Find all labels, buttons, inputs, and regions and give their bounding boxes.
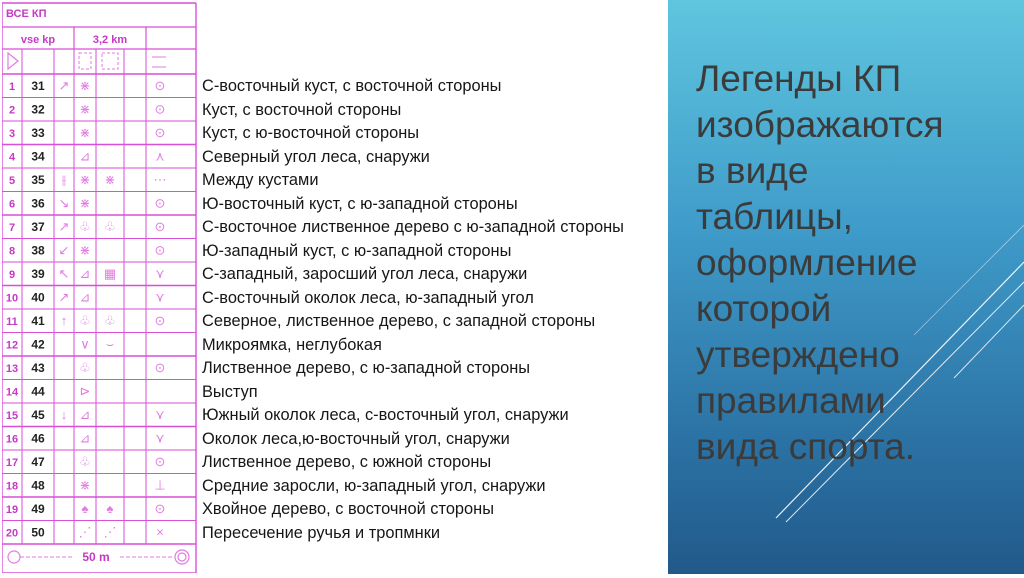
description-item: С-западный, заросший угол леса, снаружи — [202, 265, 528, 283]
control-symbol-icon: ⋇ — [79, 124, 91, 140]
description-item: С-восточный куст, с восточной стороны — [202, 77, 502, 95]
row-code: 36 — [31, 196, 45, 211]
control-symbol-icon: ♧ — [104, 312, 116, 328]
row-code: 34 — [31, 149, 45, 164]
row-code: 42 — [31, 337, 45, 352]
row-code: 33 — [31, 125, 45, 140]
control-symbol-icon: ↘ — [58, 195, 70, 211]
control-symbol-icon: ⊙ — [154, 453, 166, 469]
control-symbol-icon: ⊙ — [154, 312, 166, 328]
row-code: 41 — [31, 313, 45, 328]
control-symbol-icon: ↓ — [60, 406, 68, 422]
row-number: 20 — [5, 527, 19, 540]
control-description-table — [2, 1, 198, 578]
description-item: Куст, с ю-восточной стороны — [202, 124, 420, 142]
control-symbol-icon: ⋇ — [79, 477, 91, 493]
row-code: 46 — [31, 431, 45, 446]
control-symbol-icon: ⋰ — [78, 524, 92, 540]
control-symbol-icon: ▦ — [103, 265, 117, 281]
control-symbol-icon: ⊙ — [154, 218, 166, 234]
row-number: 11 — [6, 315, 18, 328]
start-triangle-icon — [8, 53, 18, 69]
description-item: С-восточный околок леса, ю-западный угол — [202, 288, 534, 307]
finish-circle-icon — [175, 550, 189, 564]
control-symbol-icon: ⋯ — [153, 171, 167, 187]
control-symbol-icon: ⋎ — [155, 265, 165, 281]
control-symbol-icon: × — [156, 524, 164, 540]
control-symbol-icon: ♠ — [81, 500, 89, 516]
description-item: Северный угол леса, снаружи — [202, 147, 430, 166]
control-symbol-icon: ⊙ — [154, 101, 166, 117]
row-number: 1 — [8, 80, 16, 93]
row-code: 32 — [31, 102, 45, 117]
row-number: 16 — [5, 433, 19, 446]
control-symbol-icon: ♧ — [79, 359, 91, 375]
control-symbol-icon: ⋎ — [155, 430, 165, 446]
control-symbol-icon: ⋎ — [155, 406, 165, 422]
description-item: Лиственное дерево, с ю-западной стороны — [202, 359, 531, 377]
description-item: Ю-восточный куст, с ю-западной стороны — [202, 194, 518, 213]
control-symbol-icon: ↑ — [60, 312, 68, 328]
description-item: Околок леса,ю-восточный угол, снаружи — [202, 429, 510, 448]
description-item: Пересечение ручья и тропмнки — [202, 523, 441, 542]
description-list — [202, 75, 624, 545]
description-item: Выступ — [202, 382, 258, 401]
control-symbol-icon: ⌣ — [105, 336, 115, 352]
dashed-box-icon — [102, 53, 118, 69]
row-code: 45 — [31, 407, 45, 422]
description-item: Средние заросли, ю-западный угол, снаружи — [202, 476, 546, 495]
row-number: 5 — [8, 174, 16, 187]
footer-distance: 50 m — [82, 550, 110, 564]
control-symbol-icon: ↙ — [58, 242, 70, 258]
row-code: 40 — [31, 290, 45, 305]
control-symbol-icon: ⋇ — [79, 242, 91, 258]
slide-text-panel — [668, 0, 1024, 574]
row-code: 50 — [31, 525, 45, 540]
row-number: 17 — [5, 456, 19, 469]
control-symbol-icon: ⋎ — [155, 289, 165, 305]
row-number: 3 — [8, 127, 16, 140]
row-number: 8 — [8, 245, 16, 258]
control-symbol-icon: ⊙ — [154, 124, 166, 140]
row-number: 4 — [8, 151, 16, 164]
description-item: Южный околок леса, с-восточный угол, снаружи — [202, 406, 569, 424]
control-symbol-icon: ♧ — [79, 218, 91, 234]
row-number: 2 — [8, 104, 16, 117]
control-symbol-icon: ↗ — [58, 77, 70, 93]
description-item: Ю-западный куст, с ю-западной стороны — [202, 241, 512, 260]
control-symbol-icon: ⊙ — [154, 195, 166, 211]
row-number: 15 — [5, 409, 19, 422]
row-number: 19 — [5, 503, 19, 516]
row-code: 39 — [31, 266, 45, 281]
description-item: Между кустами — [202, 171, 319, 189]
control-symbol-icon: ↗ — [58, 289, 70, 305]
description-item: Хвойное дерево, с восточной стороны — [202, 500, 494, 518]
row-number: 13 — [5, 362, 19, 375]
control-symbol-icon: ⋇ — [104, 171, 116, 187]
table-header-code: vse kp — [20, 34, 56, 46]
control-symbol-icon: ⋇ — [79, 77, 91, 93]
control-symbol-icon: ♧ — [79, 312, 91, 328]
row-code: 44 — [31, 384, 45, 399]
control-symbol-icon: ♠ — [106, 500, 114, 516]
finish-circle-icon — [178, 553, 186, 561]
row-number: 6 — [8, 198, 16, 211]
row-number: 14 — [5, 386, 19, 399]
row-code: 47 — [31, 454, 45, 469]
row-code: 38 — [31, 243, 45, 258]
control-symbol-icon: ⊳ — [79, 383, 91, 399]
table-title: ВСЕ КП — [6, 8, 47, 20]
description-item: Микроямка, неглубокая — [202, 335, 382, 354]
control-symbol-icon: ⊿ — [79, 430, 91, 446]
control-symbol-icon: ♧ — [104, 218, 116, 234]
control-symbol-icon: ↖ — [58, 265, 70, 281]
control-symbol-icon: ⊿ — [79, 406, 91, 422]
row-number: 10 — [5, 292, 19, 305]
control-symbol-icon: ⋇ — [79, 101, 91, 117]
row-code: 37 — [31, 219, 45, 234]
control-symbol-icon: ⊿ — [79, 265, 91, 281]
row-number: 9 — [8, 268, 16, 281]
control-symbol-icon: ⋇ — [79, 195, 91, 211]
control-symbol-icon: ⊿ — [79, 289, 91, 305]
row-code: 49 — [31, 501, 45, 516]
control-symbol-icon: ⊥ — [154, 477, 166, 493]
control-symbol-icon: ⊙ — [154, 500, 166, 516]
control-symbol-icon: ⊙ — [154, 242, 166, 258]
row-code: 43 — [31, 360, 45, 375]
row-number: 12 — [5, 339, 19, 352]
start-circle-icon — [8, 551, 20, 563]
row-code: 48 — [31, 478, 45, 493]
control-symbol-icon: ∨ — [80, 336, 90, 352]
control-symbol-icon: ⊙ — [154, 77, 166, 93]
control-symbol-icon: ⋇ — [79, 171, 91, 187]
row-code: 31 — [31, 78, 45, 93]
control-symbol-icon: ⋏ — [155, 148, 165, 164]
row-number: 18 — [5, 480, 19, 493]
control-symbol-icon: ⊙ — [154, 359, 166, 375]
dashed-box-icon — [79, 53, 91, 69]
control-symbol-icon: ⫲ — [61, 171, 67, 187]
description-item: С-восточное лиственное дерево с ю-западной стороны — [202, 218, 624, 236]
row-code: 35 — [31, 172, 45, 187]
control-symbol-icon: ↗ — [58, 218, 70, 234]
description-item: Северное, лиственное дерево, с западной стороны — [202, 312, 596, 330]
description-item: Лиственное дерево, с южной стороны — [202, 453, 492, 471]
description-item: Куст, с восточной стороны — [202, 100, 402, 119]
slide-heading: Легенды КП изображаются в виде таблицы, оформление которой утверждено правилами вида спорта. — [696, 58, 944, 467]
row-number: 7 — [8, 221, 16, 234]
control-symbol-icon: ⊿ — [79, 148, 91, 164]
control-symbol-icon: ♧ — [79, 453, 91, 469]
control-symbol-icon: ⋰ — [103, 524, 117, 540]
table-header-distance: 3,2 km — [92, 34, 128, 46]
